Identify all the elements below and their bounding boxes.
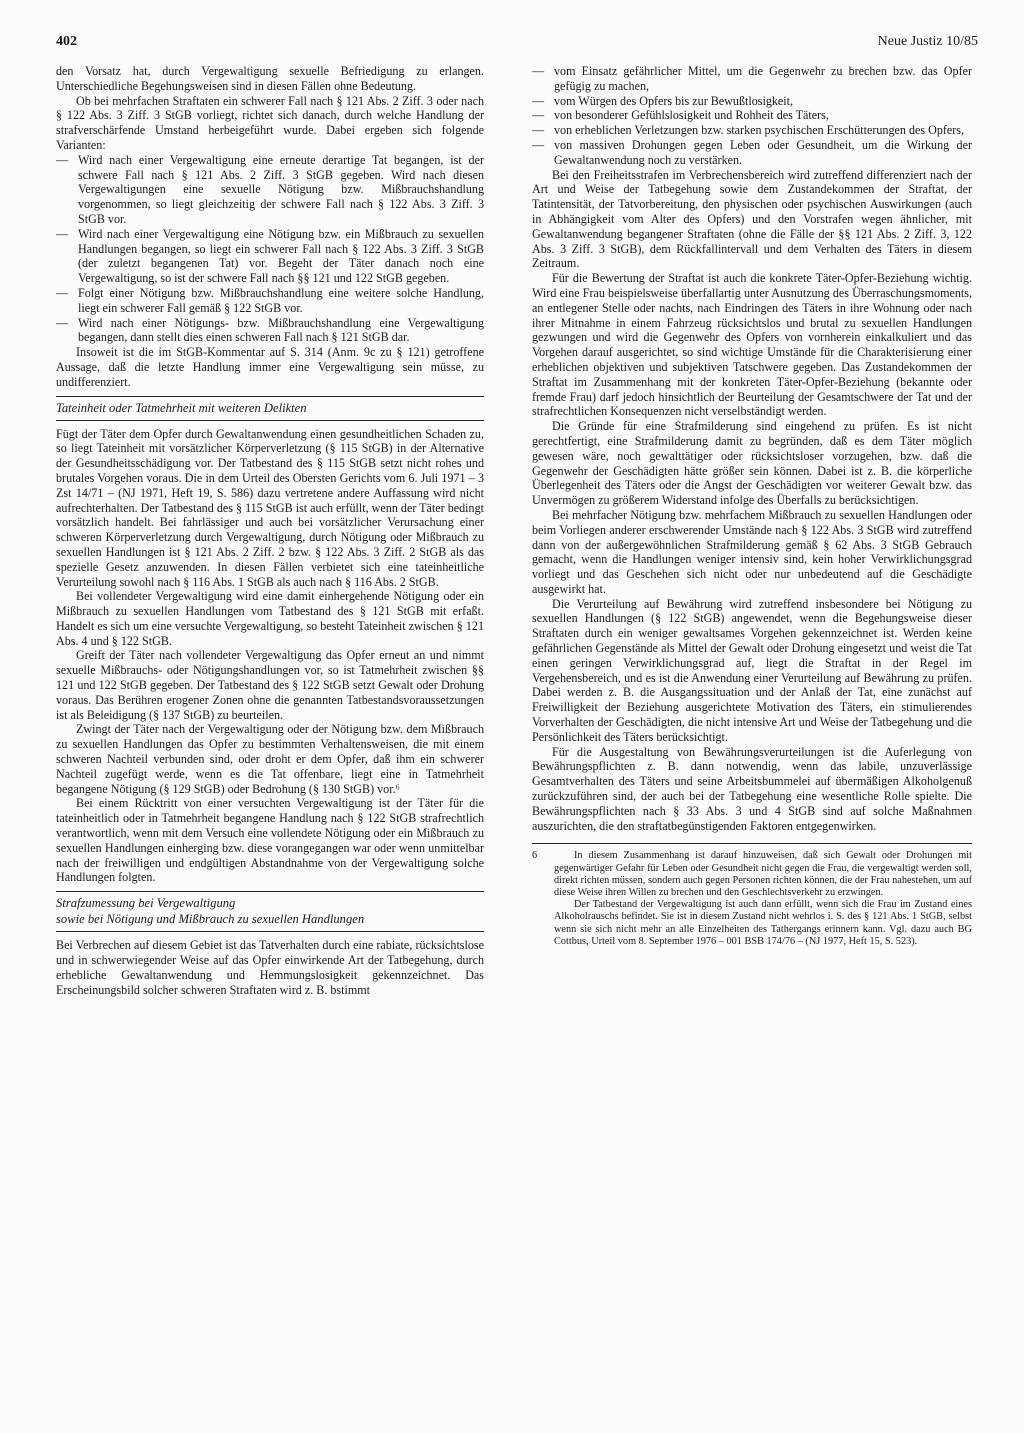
list-item: — Folgt einer Nötigung bzw. Mißbrauchshandlung eine weitere solche Handlung, liegt ein schwerer Fall gemäß § 122 StGB vor. — [56, 286, 484, 316]
section-heading-line: Strafzumessung bei Vergewaltigung — [56, 896, 236, 911]
page-header — [56, 30, 978, 58]
paragraph: Bei mehrfacher Nötigung bzw. mehrfachem Mißbrauch zu sexuellen Handlungen oder beim Vorliegen anderer erschwerender Umstände nach § 122 Abs. 3 StGB wird zutreffend dann von der außergewöhnlichen Strafmilderung gemäß § 62 Abs. 3 StGB Gebrauch gemacht, wenn die Handlungen weniger intensiv sind, kein hoher Verwirklichungsgrad vorliegt und das Geschehen sich nicht oder nur unbedeutend auf die Geschädigte ausgewirkt hat. — [532, 507, 972, 596]
list-item: — Wird nach einer Vergewaltigung eine Nötigung bzw. ein Mißbrauch zu sexuellen Handlungen begangen, so liegt ein schwerer Fall nach § 122 Abs. 3 Ziff. 3 StGB (der zuletzt begangenen Tat) vor. Begeht der Täter danach noch eine Vergewaltigung, so ist der schwere Fall nach §§ 121 und 122 StGB gegeben. — [56, 227, 484, 286]
footnote-paragraph: Der Tatbestand der Vergewaltigung ist auch dann erfüllt, wenn sich die Frau im Zustand eines Alkoholrauschs befindet. Sie ist in diesem Zustand nicht wehrlos i. S. des § 121 Abs. 1 StGB, selbst wenn sie sich nicht mehr an alle Einzelheiten des Tathergangs erinnern kann. Vgl. dazu auch BG Cottbus, Urteil vom 8. September 1976 – 001 BSB 174/76 – (NJ 1977, Heft 15, S. 523). — [554, 899, 972, 947]
aggravation-list — [532, 64, 972, 168]
paragraph: Fügt der Täter dem Opfer durch Gewaltanwendung einen gesundheitlichen Schaden zu, so liegt Tateinheit mit vorsätzlicher Körperverletzung (§ 115 StGB) in der Alternative der Gesundheitsschädigung vor. Der Tatbestand des § 115 StGB setzt nicht rohes und brutales Vorgehen voraus. Die in dem Urteil des Obersten Gerichts vom 6. Juli 1971 – 3 Zst 14/71 – (NJ 1971, Heft 19, S. 586) dazu vertretene andere Auffassung wird nicht aufrechterhalten. Der Tatbestand des § 115 StGB ist auch erfüllt, wenn der Täter bedingt vorsätzlich handelt. Bei fahrlässiger und auch bei vorsätzlicher Verursachung einer schweren Körperverletzung durch Vergewaltigung, durch Nötigung oder Mißbrauch zu sexuellen Handlungen ist § 121 Abs. 2 Ziff. 2 bzw. § 122 Abs. 3 Ziff. 2 StGB als das spezielle Gesetz anzuwenden. In diesen Fällen verbietet sich eine tateinheitliche Verurteilung sowohl nach § 116 Abs. 1 StGB als auch nach § 116 Abs. 2 StGB. — [56, 426, 484, 589]
section-heading-text: Tateinheit oder Tatmehrheit mit weiteren Delikten — [56, 400, 307, 415]
paragraph: Insoweit ist die im StGB-Kommentar auf S. 314 (Anm. 9c zu § 121) getroffene Aussage, daß die letzte Handlung immer eine Vergewaltigung sein müsse, zu undifferenziert. — [56, 345, 484, 389]
page-number: 402 — [56, 34, 77, 49]
paragraph: Ob bei mehrfachen Straftaten ein schwerer Fall nach § 121 Abs. 2 Ziff. 3 oder nach § 122 Abs. 3 Ziff. 3 StGB vorliegt, richtet sich danach, durch welche Handlung der strafverschärfende Umstand herbeigeführt wurde. Dabei ergeben sich folgende Varianten: — [56, 93, 484, 152]
section-heading-line: sowie bei Nötigung und Mißbrauch zu sexuellen Handlungen — [56, 912, 365, 927]
right-column — [532, 64, 972, 1394]
footnote — [532, 850, 972, 948]
section-heading-strafzumessung — [56, 891, 484, 932]
list-item: — von besonderer Gefühlslosigkeit und Rohheit des Täters, — [532, 108, 972, 123]
paragraph: Bei einem Rücktritt von einer versuchten Vergewaltigung ist der Täter für die tateinheitlich oder in Tatmehrheit begangene Handlung nach § 122 StGB strafrechtlich verantwortlich, wenn mit dem Versuch eine vollendete Nötigung oder ein Mißbrauch zu sexuellen Handlungen einherging bzw. diese vorangegangen war oder wenn unmittelbar nach der freiwilligen und endgültigen Abstandnahme von der Vergewaltigung solche Handlungen folgten. — [56, 796, 484, 885]
list-item: — vom Einsatz gefährlicher Mittel, um die Gegenwehr zu brechen bzw. das Opfer gefügig zu machen, — [532, 64, 972, 94]
footnotes — [532, 843, 972, 948]
footnote-paragraph: In diesem Zusammenhang ist darauf hinzuweisen, daß sich Gewalt oder Drohungen mit gegenwärtiger Gefahr für Leben oder Gesundheit nicht gegen die Frau, die vergewaltigt werden soll, direkt richten müssen, sondern auch gegen Personen richten können, die der Frau nahestehen, um auf diese Weise ihren Willen zu brechen und den Geschlechtsverkehr zu erzwingen. — [554, 850, 972, 899]
list-item: — Wird nach einer Nötigungs- bzw. Mißbrauchshandlung eine Vergewaltigung begangen, dann stellt dies einen schweren Fall nach § 121 StGB dar. — [56, 316, 484, 346]
list-item: — von erheblichen Verletzungen bzw. starken psychischen Erschütterungen des Opfers, — [532, 123, 972, 138]
paragraph: Greift der Täter nach vollendeter Vergewaltigung das Opfer erneut an und nimmt sexuelle Mißbrauchs- oder Nötigungshandlungen vor, so ist Tatmehrheit zwischen §§ 121 und 122 StGB gegeben. Der Tatbestand des § 122 StGB setzt Gewalt oder Drohung voraus. Das Berühren erogener Zonen ohne die genannten Tatbestandsvoraussetzungen ist als Beleidigung (§ 137 StGB) zu beurteilen. — [56, 648, 484, 722]
journal-issue: Neue Justiz 10/85 — [877, 34, 978, 49]
paragraph: Zwingt der Täter nach der Vergewaltigung oder der Nötigung bzw. dem Mißbrauch zu sexuellen Handlungen das Opfer zu bestimmten Verhaltensweisen, die mit einem schweren Nachteil verbunden sind, oder droht er dem Opfer, daß ihm ein schwerer Nachteil zugefügt werde, wenn es die Tat offenbare, liegt eine in Tatmehrheit begangene Nötigung (§ 129 StGB) oder Bedrohung (§ 130 StGB) vor.⁶ — [56, 722, 484, 796]
paragraph: Für die Ausgestaltung von Bewährungsverurteilungen ist die Auferlegung von Bewährungspflichten z. B. dann notwendig, wenn das labile, unzuverlässige Gesamtverhalten des Täters und seine Arbeitsbummelei auf übermäßigen Alkoholgenuß zurückzuführen sind, der auch bei der Tatbegehung eine wesentliche Rolle spielte. Die Bewährungspflichten nach § 33 Abs. 3 und 4 StGB sind auf solche Maßnahmen auszurichten, die den straftatbegünstigenden Faktoren entgegenwirken. — [532, 744, 972, 833]
footnote-number: 6 — [532, 850, 538, 862]
paragraph: Für die Bewertung der Straftat ist auch die konkrete Täter-Opfer-Beziehung wichtig. Wird eine Frau beispielsweise überfallartig unter Ausnutzung des Überraschungsmoments, an entlegener Stelle oder nachts, nach Eindringen des Täters in ihre Wohnung oder nach ihrer Mitnahme in einem Fahrzeug rücksichtslos und brutal zu sexuellen Handlungen gezwungen und wird die Gegenwehr des Opfers von vornherein einkalkuliert und das Vorgehen darauf ausgerichtet, so sind wichtige Umstände für die Charakterisierung einer erheblichen objektiven und subjektiven Tatschwere gegeben. Das Zustandekommen der Straftat im Zusammenhang mit der konkreten Täter-Opfer-Beziehung (bekannte oder fremde Frau) darf jedoch hinsichtlich der Beurteilung der Gesamtschwere der Tat und der strafrechtlichen Konsequenzen nicht verselbständigt werden. — [532, 271, 972, 419]
list-item: — vom Würgen des Opfers bis zur Bewußtlosigkeit, — [532, 94, 972, 109]
left-column — [56, 64, 484, 1394]
section-heading-tateinheit — [56, 396, 484, 421]
variants-list — [56, 153, 484, 345]
paragraph: Bei vollendeter Vergewaltigung wird eine damit einhergehende Nötigung oder ein Mißbrauch zu sexuellen Handlungen vom Tatbestand des § 121 StGB mit erfaßt. Handelt es sich um eine versuchte Vergewaltigung, so besteht Tateinheit zwischen § 121 Abs. 4 und § 122 StGB. — [56, 589, 484, 648]
paragraph: Bei Verbrechen auf diesem Gebiet ist das Tatverhalten durch eine rabiate, rücksichtslose und in schwerwiegender Weise auf das Opfer einwirkende Art der Tatbegehung, durch erhebliche Gewaltanwendung und Hemmungslosigkeit gekennzeichnet. Das Erscheinungsbild solcher schweren Straftaten wird z. B. bstimmt — [56, 938, 484, 997]
paragraph: Die Gründe für eine Strafmilderung sind eingehend zu prüfen. Es ist nicht gerechtfertigt, eine Strafmilderung damit zu begründen, daß es dem Täter möglich gewesen wäre, noch gewalttätiger oder rücksichtsloser vorzugehen, bzw. daß die Gegenwehr der Geschädigten hätte größer sein können. Dabei ist z. B. die körperliche Überlegenheit des Täters oder die Angst der Geschädigten vor weiterer Gewalt bzw. das Unvermögen zu größerem Widerstand infolge des Überfalls zu berücksichtigen. — [532, 419, 972, 508]
footnote-body — [554, 850, 972, 948]
paragraph: Bei den Freiheitsstrafen im Verbrechensbereich wird zutreffend differenziert nach der Art und Weise der Tatbegehung sowie dem Zustandekommen der Straftat, der Tatintensität, der Tatvorbereitung, den physischen oder psychischen Auswirkungen (auch in Abhängigkeit vom Alter des Opfers) und den Vorstrafen wegen ähnlicher, mit Gewaltanwendung begangener Straftaten (ohne die Fälle der §§ 121 Abs. 2 Ziff. 3, 122 Abs. 3 Ziff. 3 StGB), dem Rückfallintervall und dem Verhalten des Täters in diesem Zeitraum. — [532, 167, 972, 271]
list-item: — von massiven Drohungen gegen Leben oder Gesundheit, um die Wirkung der Gewaltanwendung noch zu verstärken. — [532, 138, 972, 168]
paragraph: Die Verurteilung auf Bewährung wird zutreffend insbesondere bei Nötigung zu sexuellen Handlungen (§ 122 StGB) angewendet, wenn die Begehungsweise dieser Straftaten durch ein weniger gewaltsames Vorgehen gekennzeichnet ist. Werden keine gefährlichen Gegenstände als Mittel der Gewalt oder Drohung eingesetzt und weist die Tat einen geringen Verwirklichungsgrad auf, liegt die Straftat in der Regel im Vergehensbereich, und es ist die Anwendung einer Verurteilung auf Bewährung zu prüfen. Dabei werden z. B. die Ausgangssituation und der Anlaß der Tat, eine zunächst auf Freiwilligkeit der Beziehung ausgerichtete Motivation des Täters, ein stimulierendes Vorverhalten der Geschädigten, die nicht intensive Art und Weise der Tatbegehung und die Persönlichkeit des Täters berücksichtigt. — [532, 596, 972, 744]
list-item: — Wird nach einer Vergewaltigung eine erneute derartige Tat begangen, ist der schwere Fall nach § 121 Abs. 2 Ziff. 3 StGB gegeben. Wird nach diesen Vergewaltigungen eine sexuelle Nötigung bzw. Mißbrauchshandlung vorgenommen, so liegt gleichzeitig der schwere Fall nach § 122 Abs. 3 Ziff. 3 StGB vor. — [56, 153, 484, 227]
paragraph: den Vorsatz hat, durch Vergewaltigung sexuelle Befriedigung zu erlangen. Unterschiedliche Begehungsweisen sind in diesen Fällen ohne Bedeutung. — [56, 64, 484, 93]
